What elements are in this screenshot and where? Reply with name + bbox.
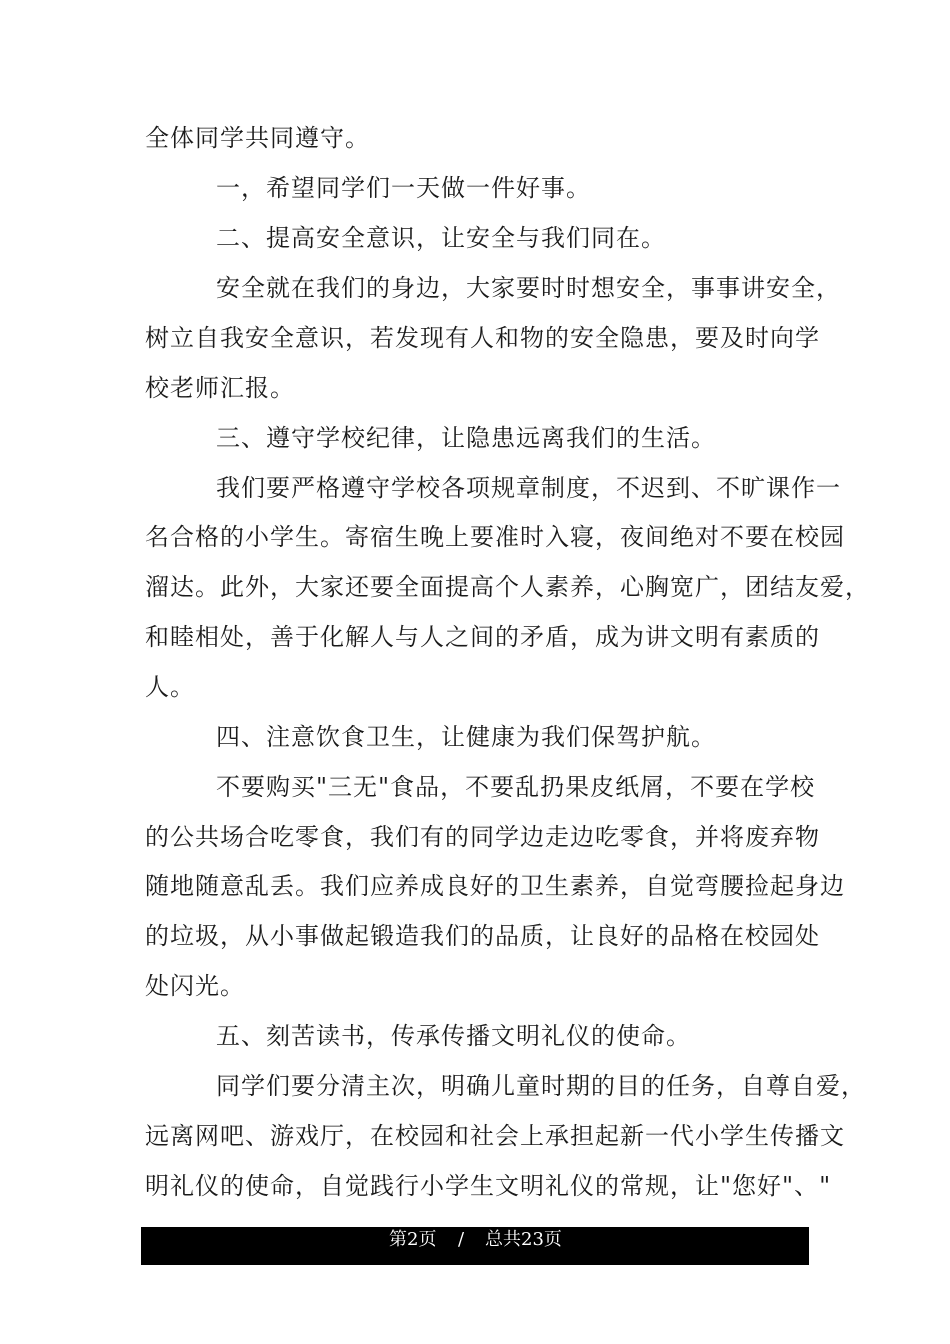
page-separator: / [458,1229,465,1250]
text-line: 一，希望同学们一天做一件好事。 [216,174,591,202]
text-line: 我们要严格遵守学校各项规章制度，不迟到、不旷课作一 [216,474,841,502]
text-line: 不要购买"三无"食品，不要乱扔果皮纸屑，不要在学校 [216,773,816,801]
page-footer-bar [141,1227,809,1265]
text-line: 处闪光。 [145,972,245,1000]
text-line: 的垃圾，从小事做起锻造我们的品质，让良好的品格在校园处 [145,922,820,950]
text-line: 的公共场合吃零食，我们有的同学边走边吃零食，并将废弃物 [145,823,820,851]
text-line: 安全就在我们的身边，大家要时时想安全，事事讲安全， [216,274,841,302]
page-number-label: 第2页 [389,1229,437,1250]
section-heading: 二、提高安全意识，让安全与我们同在。 [216,224,666,252]
text-line: 和睦相处，善于化解人与人之间的矛盾，成为讲文明有素质的 [145,623,820,651]
text-line: 校老师汇报。 [145,374,295,402]
text-line: 溜达。此外，大家还要全面提高个人素养，心胸宽广，团结友爱， [145,573,870,601]
section-heading: 四、注意饮食卫生，让健康为我们保驾护航。 [216,723,716,751]
section-heading: 五、刻苦读书，传承传播文明礼仪的使命。 [216,1022,691,1050]
text-line: 名合格的小学生。寄宿生晚上要准时入寝，夜间绝对不要在校园 [145,523,845,551]
text-line: 远离网吧、游戏厅，在校园和社会上承担起新一代小学生传播文 [145,1122,845,1150]
section-heading: 三、遵守学校纪律，让隐患远离我们的生活。 [216,424,716,452]
text-line: 人。 [145,673,195,701]
total-pages-label: 总共23页 [485,1229,562,1250]
text-line: 明礼仪的使命，自觉践行小学生文明礼仪的常规，让"您好"、" [145,1172,832,1200]
text-line: 树立自我安全意识，若发现有人和物的安全隐患，要及时向学 [145,324,820,352]
text-line: 同学们要分清主次，明确儿童时期的目的任务，自尊自爱， [216,1072,866,1100]
text-line: 随地随意乱丢。我们应养成良好的卫生素养，自觉弯腰捡起身边 [145,872,845,900]
text-line: 全体同学共同遵守。 [145,124,370,152]
